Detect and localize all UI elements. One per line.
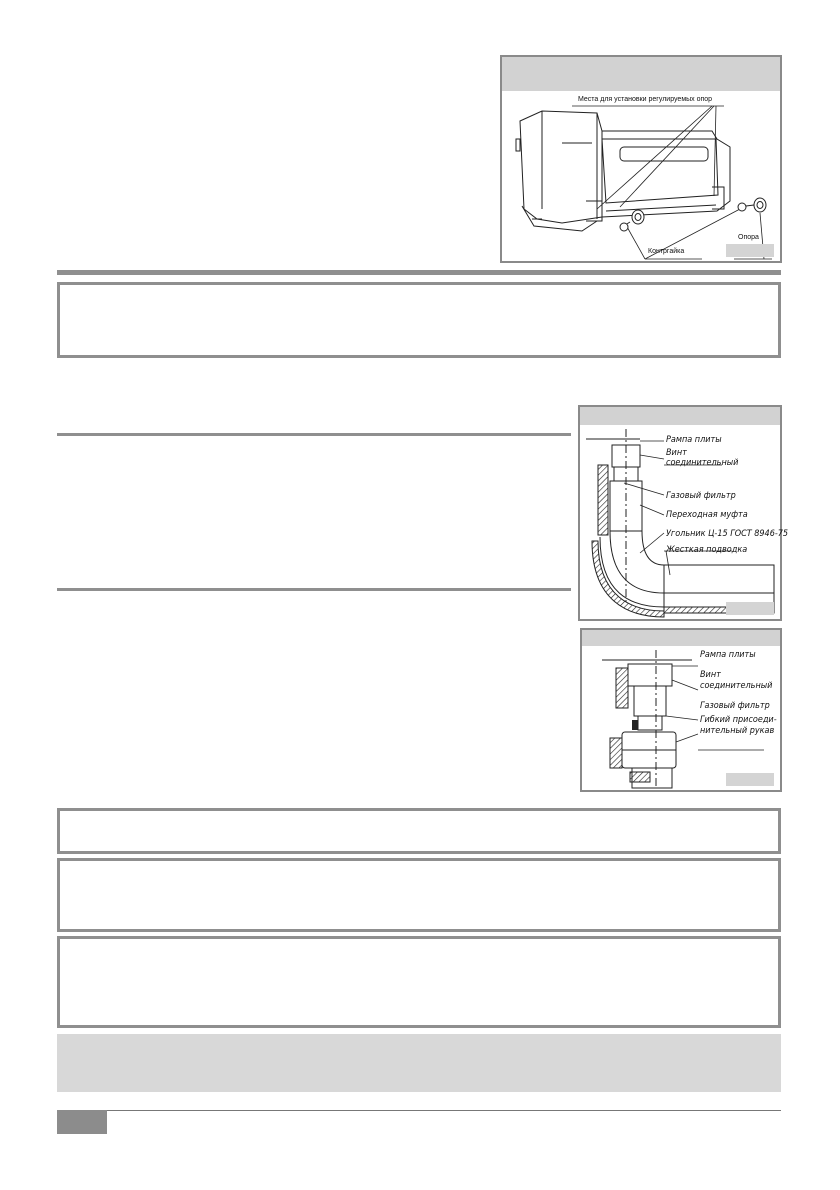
label-rigid-pipe: Жесткая подводка xyxy=(666,545,748,555)
gray-band xyxy=(57,1034,781,1092)
note-box xyxy=(57,858,781,932)
note-box xyxy=(57,936,781,1028)
subsection-rule xyxy=(57,588,571,591)
label-supports-place: Места для установки регулируемых опор xyxy=(578,96,713,103)
subsection-rule xyxy=(57,433,571,436)
label-support: Опора xyxy=(738,234,759,241)
figure-rigid-connection xyxy=(578,405,789,621)
figure-tab xyxy=(726,773,774,786)
figure-header xyxy=(580,407,780,425)
label-gas-filter: Газовый фильтр xyxy=(666,491,736,501)
label-vint: Винт xyxy=(666,448,687,458)
figure-header xyxy=(582,630,780,646)
figure-flexible-connection xyxy=(580,628,782,792)
label-locknut: Контргайка xyxy=(648,248,685,255)
label-elbow: Угольник Ц-15 ГОСТ 8946-75 xyxy=(666,529,789,539)
figure-tab xyxy=(726,602,774,615)
note-box xyxy=(57,808,781,854)
label-soedinitelny: соединительный xyxy=(666,458,739,468)
section-rule xyxy=(57,270,781,275)
figure-tab xyxy=(726,244,774,257)
figure-header xyxy=(502,57,780,91)
label-rampa: Рампа плиты xyxy=(666,435,722,445)
label-adapter: Переходная муфта xyxy=(666,510,748,520)
label-vint: Винт xyxy=(700,670,721,680)
label-flex-hose-1: Гибкий присоеди- xyxy=(700,715,777,725)
figure-oven-supports xyxy=(500,55,782,263)
label-flex-hose-2: нительный рукав xyxy=(700,726,775,736)
label-soedinitelny: соединительный xyxy=(700,681,773,691)
footer-rule xyxy=(57,1110,781,1111)
label-rampa: Рампа плиты xyxy=(700,650,756,660)
note-box xyxy=(57,282,781,358)
page-number-tab xyxy=(57,1110,107,1134)
label-gas-filter: Газовый фильтр xyxy=(700,701,770,711)
